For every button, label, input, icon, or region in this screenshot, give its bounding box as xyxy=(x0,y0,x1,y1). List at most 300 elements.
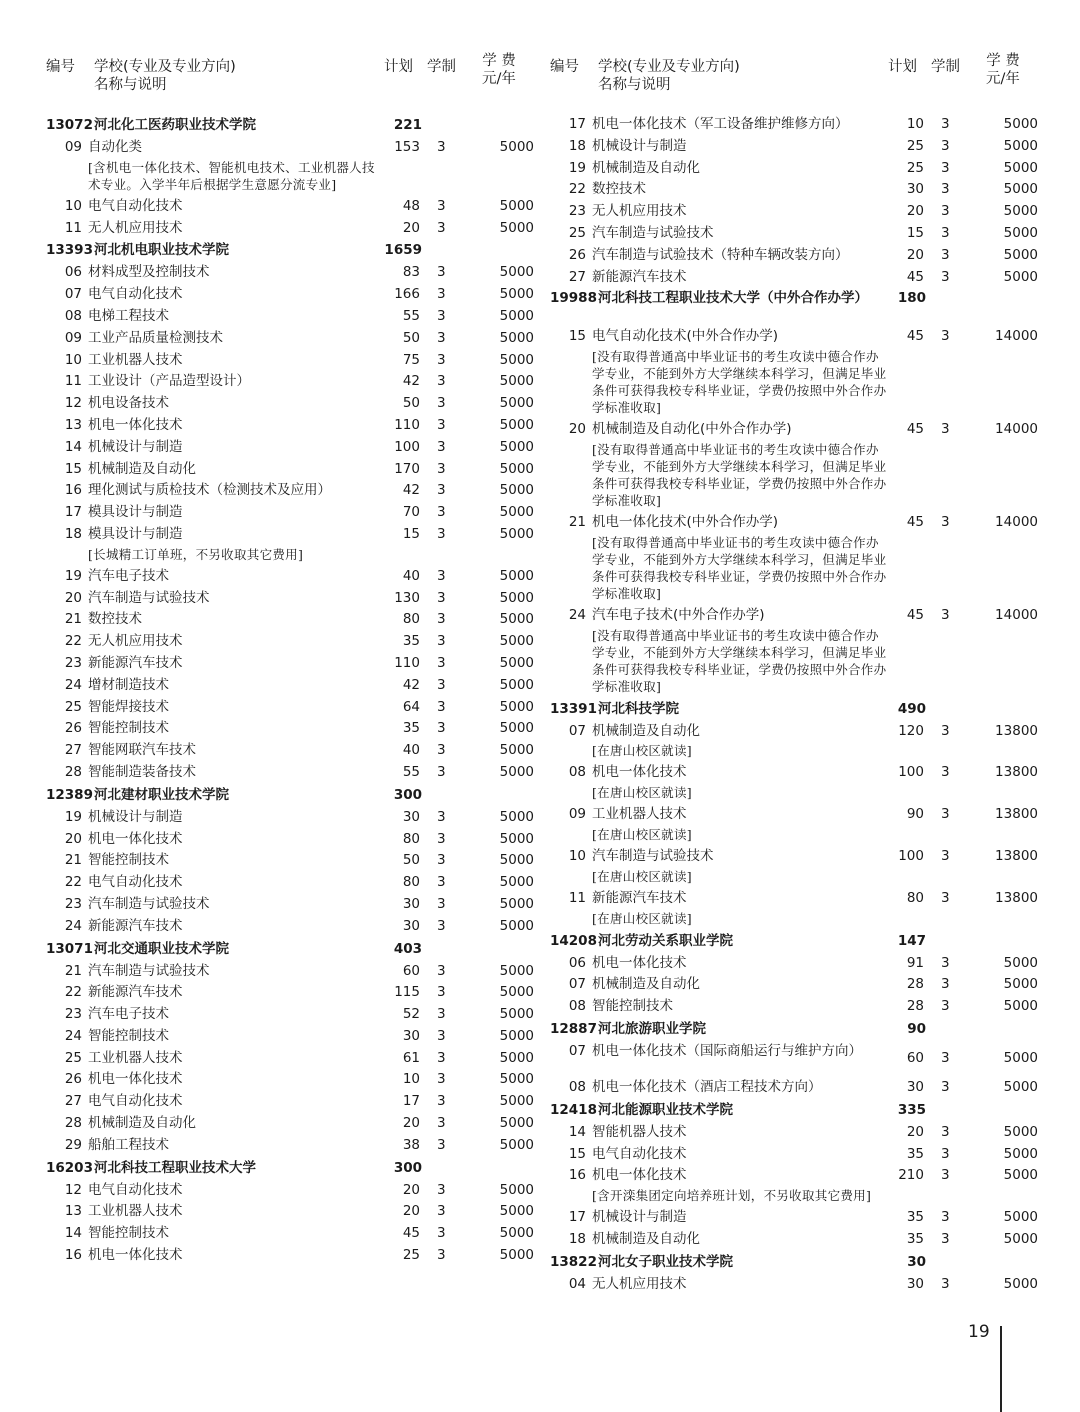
major-row xyxy=(44,740,538,762)
major-name: 新能源汽车技术 xyxy=(88,654,183,671)
header-fee: 学 费 元/年 xyxy=(482,53,516,87)
school-name: 河北建材职业技术学院 xyxy=(94,786,229,803)
major-years: 3 xyxy=(437,589,446,606)
major-plan: 45 xyxy=(906,268,924,285)
major-plan: 10 xyxy=(402,1071,420,1088)
school-name: 河北科技学院 xyxy=(598,700,679,717)
major-code: 16 xyxy=(64,482,82,499)
major-code: 08 xyxy=(568,1078,586,1095)
major-years: 3 xyxy=(437,633,446,650)
major-item xyxy=(548,1077,1042,1099)
major-item xyxy=(44,609,538,631)
major-years: 3 xyxy=(437,1247,446,1264)
major-fee: 5000 xyxy=(499,307,534,324)
major-plan: 42 xyxy=(402,676,420,693)
major-name: 电气自动化技术 xyxy=(88,1093,183,1110)
school-total-plan: 147 xyxy=(897,932,926,949)
major-name: 电气自动化技术 xyxy=(88,197,183,214)
school-row xyxy=(44,784,538,807)
major-code: 17 xyxy=(568,116,586,132)
major-name: 工业产品质量检测技术 xyxy=(88,329,223,346)
major-fee: 5000 xyxy=(499,395,534,412)
major-row xyxy=(548,512,1042,534)
school-row xyxy=(548,1018,1042,1041)
major-years: 3 xyxy=(437,1181,446,1198)
major-code: 19 xyxy=(568,159,586,176)
major-item xyxy=(548,201,1042,223)
major-item xyxy=(44,631,538,653)
major-code: 20 xyxy=(568,421,586,438)
major-plan: 45 xyxy=(906,328,924,345)
major-item xyxy=(548,605,1042,698)
major-code: 09 xyxy=(568,806,586,823)
major-years: 3 xyxy=(941,954,950,971)
major-years: 3 xyxy=(941,1275,950,1292)
major-years: 3 xyxy=(437,395,446,412)
school-row xyxy=(548,1251,1042,1274)
major-item xyxy=(44,524,538,566)
major-row xyxy=(44,1004,538,1026)
major-fee: 14000 xyxy=(995,513,1038,530)
major-name: 模具设计与制造 xyxy=(88,504,183,521)
major-plan: 153 xyxy=(394,139,420,155)
major-name: 无人机应用技术 xyxy=(88,633,183,650)
major-plan: 80 xyxy=(402,611,420,628)
major-years: 3 xyxy=(941,246,950,263)
major-row xyxy=(548,201,1042,223)
major-code: 24 xyxy=(64,676,82,693)
school-total-plan: 1659 xyxy=(384,242,422,259)
school-total-plan: 403 xyxy=(393,940,422,957)
major-code: 21 xyxy=(64,611,82,628)
major-item xyxy=(548,1207,1042,1229)
school-entry xyxy=(548,698,1042,930)
major-item xyxy=(44,262,538,284)
major-item xyxy=(548,1274,1042,1296)
major-row xyxy=(44,609,538,631)
major-item xyxy=(44,718,538,740)
major-row xyxy=(548,996,1042,1018)
major-item xyxy=(44,350,538,372)
major-row xyxy=(44,371,538,393)
major-plan: 166 xyxy=(394,286,420,303)
major-years: 3 xyxy=(941,181,950,198)
major-plan: 60 xyxy=(402,962,420,979)
major-plan: 64 xyxy=(402,698,420,715)
major-row xyxy=(548,419,1042,441)
school-name: 河北化工医药职业技术学院 xyxy=(94,117,256,133)
major-row xyxy=(44,1069,538,1091)
major-plan: 30 xyxy=(402,917,420,934)
major-years: 3 xyxy=(437,1049,446,1066)
major-years: 3 xyxy=(437,984,446,1001)
major-item xyxy=(44,1113,538,1135)
major-name: 机电一体化技术(中外合作办学) xyxy=(592,513,779,530)
major-item xyxy=(44,328,538,350)
major-name: 智能控制技术 xyxy=(592,998,673,1015)
major-plan: 25 xyxy=(906,137,924,154)
major-years: 3 xyxy=(941,806,950,823)
major-item xyxy=(44,1026,538,1048)
major-item xyxy=(44,1091,538,1113)
major-row xyxy=(44,1135,538,1157)
major-code: 16 xyxy=(568,1167,586,1184)
major-years: 3 xyxy=(437,1136,446,1153)
major-years: 3 xyxy=(941,998,950,1015)
major-row xyxy=(44,1245,538,1267)
major-years: 3 xyxy=(437,830,446,847)
major-fee: 5000 xyxy=(499,482,534,499)
school-entry xyxy=(44,114,538,239)
school-code: 12887 xyxy=(550,1020,597,1037)
major-note: [在唐山校区就读] xyxy=(592,826,692,842)
major-item xyxy=(44,371,538,393)
major-item xyxy=(44,306,538,328)
major-row xyxy=(548,953,1042,975)
page-number: 19 xyxy=(968,1322,990,1342)
major-item xyxy=(548,245,1042,267)
major-row xyxy=(44,306,538,328)
major-name: 电气自动化技术 xyxy=(88,874,183,891)
major-fee: 5000 xyxy=(499,1181,534,1198)
major-years: 3 xyxy=(437,1225,446,1242)
major-plan: 28 xyxy=(906,976,924,993)
major-years: 3 xyxy=(941,847,950,864)
major-item xyxy=(44,1135,538,1157)
header-plan: 计划 xyxy=(888,59,917,75)
major-plan: 20 xyxy=(906,203,924,220)
major-name: 数控技术 xyxy=(88,611,142,628)
major-name: 机械制造及自动化 xyxy=(88,1115,196,1132)
major-fee: 13800 xyxy=(995,889,1038,906)
major-plan: 80 xyxy=(906,889,924,906)
major-plan: 20 xyxy=(402,1115,420,1132)
major-item xyxy=(44,961,538,983)
school-name: 河北交通职业技术学院 xyxy=(94,940,229,957)
major-fee: 5000 xyxy=(1003,203,1038,220)
major-fee: 14000 xyxy=(995,421,1038,438)
major-row xyxy=(548,605,1042,627)
major-name: 新能源汽车技术 xyxy=(592,889,687,906)
major-plan: 30 xyxy=(906,1275,924,1292)
major-row xyxy=(44,982,538,1004)
school-entry xyxy=(44,938,538,1157)
major-years: 3 xyxy=(941,976,950,993)
major-name: 机械设计与制造 xyxy=(88,808,183,825)
major-item xyxy=(44,1201,538,1223)
major-item xyxy=(548,762,1042,804)
major-years: 3 xyxy=(437,373,446,390)
major-fee: 5000 xyxy=(499,504,534,521)
major-row xyxy=(44,697,538,719)
major-fee: 5000 xyxy=(1003,976,1038,993)
major-fee: 5000 xyxy=(499,589,534,606)
major-row xyxy=(548,1229,1042,1251)
major-item xyxy=(548,1041,1042,1077)
major-years: 3 xyxy=(941,137,950,154)
major-name: 材料成型及控制技术 xyxy=(88,264,210,281)
major-code: 28 xyxy=(64,1115,82,1132)
major-plan: 25 xyxy=(906,159,924,176)
school-list xyxy=(548,114,1042,1296)
major-note: [含机电一体化技术、智能机电技术、工业机器人技术专业。入学半年后根据学生意愿分流专业] xyxy=(88,159,375,192)
major-item xyxy=(44,1180,538,1202)
major-row xyxy=(548,267,1042,289)
major-row xyxy=(548,1165,1042,1187)
right-column xyxy=(548,52,1042,1296)
major-fee: 5000 xyxy=(499,763,534,780)
major-name: 智能控制技术 xyxy=(88,852,169,869)
major-row xyxy=(548,804,1042,826)
major-years: 3 xyxy=(437,329,446,346)
major-item xyxy=(44,437,538,459)
major-row xyxy=(548,762,1042,784)
major-code: 25 xyxy=(64,1049,82,1066)
major-plan: 91 xyxy=(906,954,924,971)
major-row xyxy=(44,437,538,459)
major-years: 3 xyxy=(437,1115,446,1132)
major-years: 3 xyxy=(437,1093,446,1110)
major-item xyxy=(44,480,538,502)
major-name: 机电一体化技术 xyxy=(592,764,687,781)
major-name: 机电一体化技术（酒店工程技术方向） xyxy=(592,1078,822,1095)
major-years: 3 xyxy=(941,764,950,781)
major-row xyxy=(548,888,1042,910)
major-code: 10 xyxy=(64,351,82,368)
major-code: 09 xyxy=(64,139,82,155)
major-plan: 42 xyxy=(402,373,420,390)
major-name: 汽车制造与试验技术 xyxy=(88,589,210,606)
school-row xyxy=(44,938,538,961)
major-fee: 5000 xyxy=(499,1203,534,1220)
major-code: 19 xyxy=(64,808,82,825)
major-years: 3 xyxy=(437,504,446,521)
major-row xyxy=(44,1026,538,1048)
major-name: 机电一体化技术 xyxy=(88,1247,183,1264)
major-name: 增材制造技术 xyxy=(88,676,169,693)
major-fee: 5000 xyxy=(499,611,534,628)
major-item xyxy=(548,1229,1042,1251)
major-item xyxy=(44,982,538,1004)
major-name: 智能控制技术 xyxy=(88,720,169,737)
school-code: 13822 xyxy=(550,1253,597,1270)
major-plan: 170 xyxy=(394,460,420,477)
major-plan: 15 xyxy=(906,224,924,241)
major-item xyxy=(44,415,538,437)
major-fee: 5000 xyxy=(1003,1209,1038,1226)
major-row xyxy=(44,829,538,851)
header-school: 学校(专业及专业方向) 名称与说明 xyxy=(598,59,740,93)
major-item xyxy=(44,675,538,697)
major-name: 无人机应用技术 xyxy=(592,203,687,220)
major-code: 28 xyxy=(64,763,82,780)
major-code: 23 xyxy=(64,1006,82,1023)
major-code: 22 xyxy=(64,984,82,1001)
major-item xyxy=(44,653,538,675)
major-item xyxy=(44,137,538,196)
major-code: 14 xyxy=(64,1225,82,1242)
major-item xyxy=(44,393,538,415)
major-row xyxy=(44,459,538,481)
major-item xyxy=(44,740,538,762)
major-years: 3 xyxy=(941,1230,950,1247)
major-fee: 5000 xyxy=(1003,159,1038,176)
major-years: 3 xyxy=(437,351,446,368)
major-note: [没有取得普通高中毕业证书的考生攻读中德合作办学专业，不能到外方大学继续本科学习，但满足毕业条件可获得我校专科毕业证，学费仍按照中外合作办学标准收取] xyxy=(592,441,887,508)
major-name: 智能控制技术 xyxy=(88,1027,169,1044)
major-plan: 100 xyxy=(898,764,924,781)
major-fee: 5000 xyxy=(1003,1078,1038,1095)
major-note: [在唐山校区就读] xyxy=(592,868,692,884)
major-name: 机电一体化技术 xyxy=(88,1071,183,1088)
major-code: 25 xyxy=(568,224,586,241)
major-plan: 30 xyxy=(402,1027,420,1044)
major-fee: 5000 xyxy=(1003,1275,1038,1292)
major-fee: 5000 xyxy=(1003,954,1038,971)
major-plan: 80 xyxy=(402,874,420,891)
major-item xyxy=(44,916,538,938)
school-row xyxy=(548,288,1042,326)
major-item xyxy=(548,114,1042,136)
major-fee: 5000 xyxy=(1003,1049,1038,1066)
major-years: 3 xyxy=(941,513,950,530)
major-item xyxy=(548,996,1042,1018)
major-plan: 25 xyxy=(402,1247,420,1264)
major-code: 12 xyxy=(64,395,82,412)
major-code: 27 xyxy=(64,1093,82,1110)
major-code: 20 xyxy=(64,830,82,847)
major-row xyxy=(548,158,1042,180)
major-item xyxy=(44,566,538,588)
major-years: 3 xyxy=(437,460,446,477)
major-name: 智能机器人技术 xyxy=(592,1123,687,1140)
major-name: 电气自动化技术 xyxy=(592,1145,687,1162)
major-code: 13 xyxy=(64,1203,82,1220)
major-row xyxy=(44,961,538,983)
major-fee: 5000 xyxy=(499,984,534,1001)
major-fee: 13800 xyxy=(995,847,1038,864)
major-years: 3 xyxy=(941,159,950,176)
major-fee: 5000 xyxy=(499,852,534,869)
major-years: 3 xyxy=(437,438,446,455)
major-years: 3 xyxy=(941,1167,950,1184)
major-fee: 5000 xyxy=(499,698,534,715)
major-code: 17 xyxy=(568,1209,586,1226)
major-years: 3 xyxy=(941,224,950,241)
major-plan: 30 xyxy=(906,181,924,198)
major-code: 18 xyxy=(64,525,82,542)
major-years: 3 xyxy=(437,852,446,869)
major-fee: 5000 xyxy=(499,197,534,214)
major-years: 3 xyxy=(437,416,446,433)
major-fee: 5000 xyxy=(499,264,534,281)
major-plan: 55 xyxy=(402,307,420,324)
major-row xyxy=(44,262,538,284)
major-years: 3 xyxy=(437,264,446,281)
school-entry xyxy=(548,930,1042,1018)
major-years: 3 xyxy=(941,722,950,739)
major-fee: 5000 xyxy=(499,742,534,759)
major-row xyxy=(44,1201,538,1223)
major-plan: 38 xyxy=(402,1136,420,1153)
major-row xyxy=(44,1091,538,1113)
major-plan: 35 xyxy=(906,1145,924,1162)
major-code: 08 xyxy=(568,764,586,781)
major-years: 3 xyxy=(437,895,446,912)
major-plan: 120 xyxy=(898,722,924,739)
major-row xyxy=(44,415,538,437)
major-fee: 13800 xyxy=(995,764,1038,781)
major-code: 12 xyxy=(64,1181,82,1198)
major-item xyxy=(44,829,538,851)
major-name: 机械制造及自动化 xyxy=(592,722,700,739)
header-number: 编号 xyxy=(46,59,75,75)
major-code: 19 xyxy=(64,567,82,584)
major-item xyxy=(44,872,538,894)
school-entry xyxy=(548,1251,1042,1296)
major-plan: 48 xyxy=(402,197,420,214)
major-row xyxy=(548,974,1042,996)
major-plan: 115 xyxy=(394,984,420,1001)
major-years: 3 xyxy=(437,1071,446,1088)
major-plan: 15 xyxy=(402,525,420,542)
major-name: 无人机应用技术 xyxy=(88,219,183,236)
major-plan: 35 xyxy=(402,720,420,737)
school-entry xyxy=(44,239,538,783)
major-plan: 35 xyxy=(402,633,420,650)
major-fee: 5000 xyxy=(1003,1145,1038,1162)
major-plan: 100 xyxy=(394,438,420,455)
major-row xyxy=(44,566,538,588)
major-plan: 210 xyxy=(898,1167,924,1184)
major-fee: 5000 xyxy=(499,460,534,477)
major-row xyxy=(44,502,538,524)
major-name: 电气自动化技术 xyxy=(88,1181,183,1198)
major-years: 3 xyxy=(437,1203,446,1220)
major-item xyxy=(548,136,1042,158)
major-item xyxy=(44,850,538,872)
column-header xyxy=(44,52,538,114)
major-row xyxy=(44,894,538,916)
major-years: 3 xyxy=(437,1027,446,1044)
major-row xyxy=(44,218,538,240)
school-row xyxy=(44,239,538,262)
major-code: 15 xyxy=(568,1145,586,1162)
school-total-plan: 90 xyxy=(907,1020,926,1037)
major-code: 11 xyxy=(568,889,586,906)
major-code: 15 xyxy=(568,328,586,345)
major-row xyxy=(44,631,538,653)
major-plan: 60 xyxy=(906,1049,924,1066)
major-name: 机械设计与制造 xyxy=(592,137,687,154)
major-row xyxy=(548,1274,1042,1296)
header-fee: 学 费 元/年 xyxy=(986,53,1020,87)
major-item xyxy=(548,1165,1042,1207)
major-code: 07 xyxy=(568,1042,586,1059)
major-plan: 40 xyxy=(402,567,420,584)
school-row xyxy=(44,114,538,137)
major-item xyxy=(44,218,538,240)
major-fee: 5000 xyxy=(499,633,534,650)
major-name: 汽车电子技术 xyxy=(88,1006,169,1023)
major-row xyxy=(44,1048,538,1070)
major-name: 汽车制造与试验技术（特种车辆改装方向） xyxy=(592,246,849,263)
major-row xyxy=(44,916,538,938)
major-item xyxy=(548,223,1042,245)
major-name: 汽车制造与试验技术 xyxy=(88,895,210,912)
major-item xyxy=(44,1245,538,1267)
major-name: 自动化类 xyxy=(88,139,142,155)
